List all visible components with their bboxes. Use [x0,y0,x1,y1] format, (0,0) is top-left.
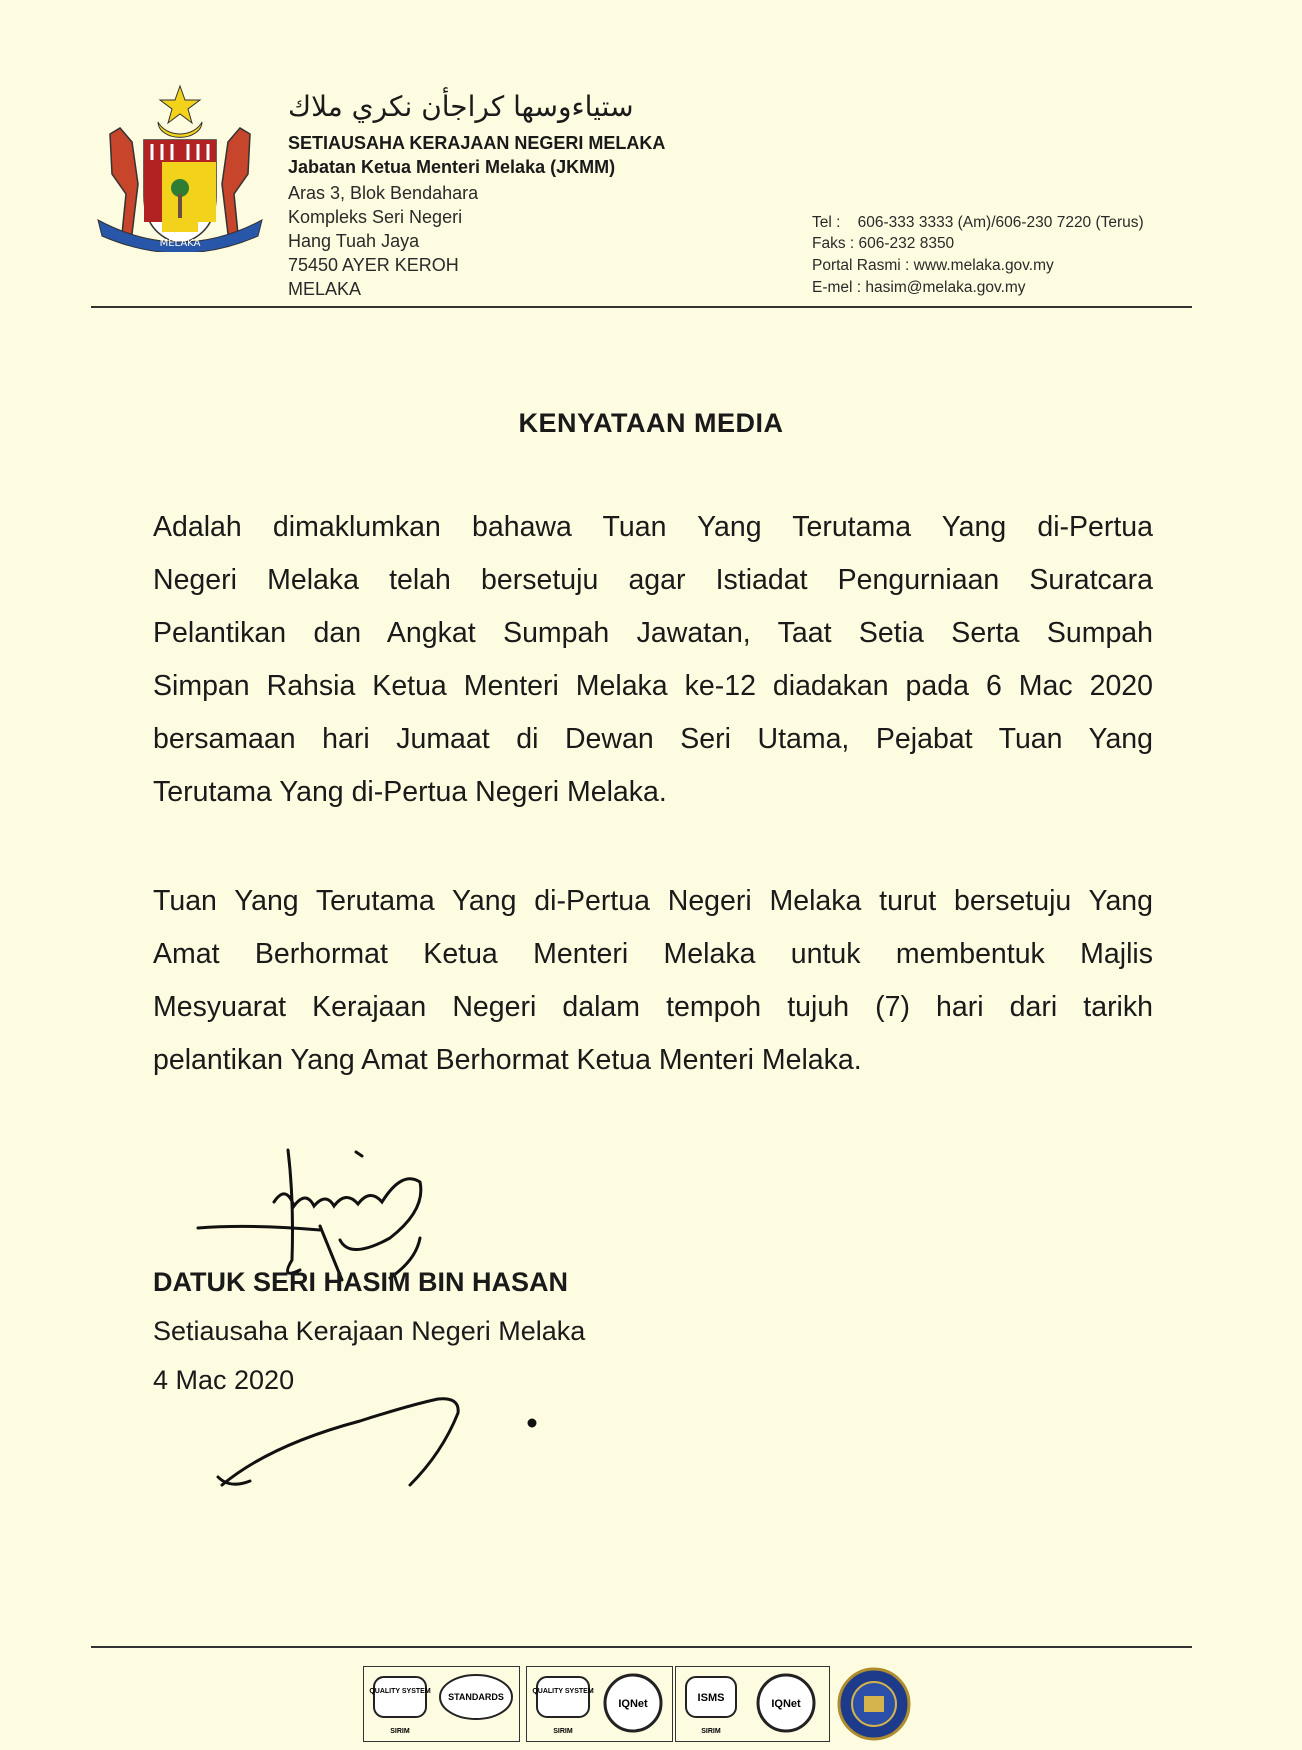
paragraph-line: Negeri Melaka telah bersetuju agar Istiadat Pengurniaan Suratcara [153,564,1153,596]
paragraph-line: Adalah dimaklumkan bahawa Tuan Yang Terutama Yang di-Pertua [153,511,1153,543]
paragraph-line: bersamaan hari Jumaat di Dewan Seri Utama, Pejabat Tuan Yang [153,723,1153,755]
document-title: KENYATAAN MEDIA [518,408,784,438]
badge-label: IQNet [771,1698,801,1710]
paragraph-line: Amat Berhormat Ketua Menteri Melaka untuk membentuk Majlis [153,938,1153,970]
org-name-jawi: ستياءوسها كراجأن نكري ملاك [288,90,634,123]
badge-label: QUALITY SYSTEM [369,1688,431,1695]
header-divider [91,306,1192,308]
cert-badge-group [526,1666,673,1742]
paragraph-1 [153,501,1153,819]
badge-label: IQNet [618,1698,648,1710]
address-line: Aras 3, Blok Bendahara [288,183,479,203]
signer-title: Setiausaha Kerajaan Negeri Melaka [153,1316,586,1346]
address-line: Hang Tuah Jaya [288,231,420,251]
address-line: MELAKA [288,279,362,299]
footer-divider [91,1646,1192,1648]
signature-date: 4 Mac 2020 [153,1365,295,1395]
contact-fax: Faks : 606-232 8350 [812,235,955,252]
paragraph-line: Pelantikan dan Angkat Sumpah Jawatan, Taat Setia Serta Sumpah [153,617,1153,649]
org-title: SETIAUSAHA KERAJAAN NEGERI MELAKA [288,133,666,153]
quality-standards-badge [364,1667,519,1741]
badge-label: STANDARDS [448,1692,504,1702]
isms-iqnet-badge [676,1667,829,1741]
address-line: Kompleks Seri Negeri [288,207,463,227]
badge-sub: SIRIM [701,1728,721,1735]
handwritten-initial [210,1385,550,1495]
cert-badge-group [675,1666,830,1742]
paragraph-line: Mesyuarat Kerajaan Negeri dalam tempoh tujuh (7) hari dari tarikh [153,991,1153,1023]
contact-email: E-mel : hasim@melaka.gov.my [812,279,1026,296]
paragraph-line: pelantikan Yang Amat Berhormat Ketua Menteri Melaka. [153,1044,862,1076]
badge-sub: SIRIM [553,1728,573,1735]
address-line: 75450 AYER KEROH [288,255,459,275]
paragraph-line: Simpan Rahsia Ketua Menteri Melaka ke-12 diadakan pada 6 Mac 2020 [153,670,1153,702]
contact-tel: Tel : 606-333 3333 (Am)/606-230 7220 (Terus) [812,214,1144,231]
signer-name: DATUK SERI HASIM BIN HASAN [153,1267,569,1297]
badge-label: QUALITY SYSTEM [532,1688,594,1695]
paragraph-line: Tuan Yang Terutama Yang di-Pertua Negeri Melaka turut bersetuju Yang [153,885,1153,917]
crest-motto: MELAKA [159,238,201,249]
badge-sub: SIRIM [390,1728,410,1735]
quality-iqnet-badge [527,1667,672,1741]
department-name: Jabatan Ketua Menteri Melaka (JKMM) [288,157,616,177]
state-seal-icon [836,1666,912,1742]
melaka-crest-logo [92,84,268,252]
paragraph-line: Terutama Yang di-Pertua Negeri Melaka. [153,776,667,808]
contact-portal: Portal Rasmi : www.melaka.gov.my [812,257,1054,274]
paragraph-2 [153,875,1153,1087]
badge-label: ISMS [697,1692,725,1704]
cert-badge-group [363,1666,520,1742]
